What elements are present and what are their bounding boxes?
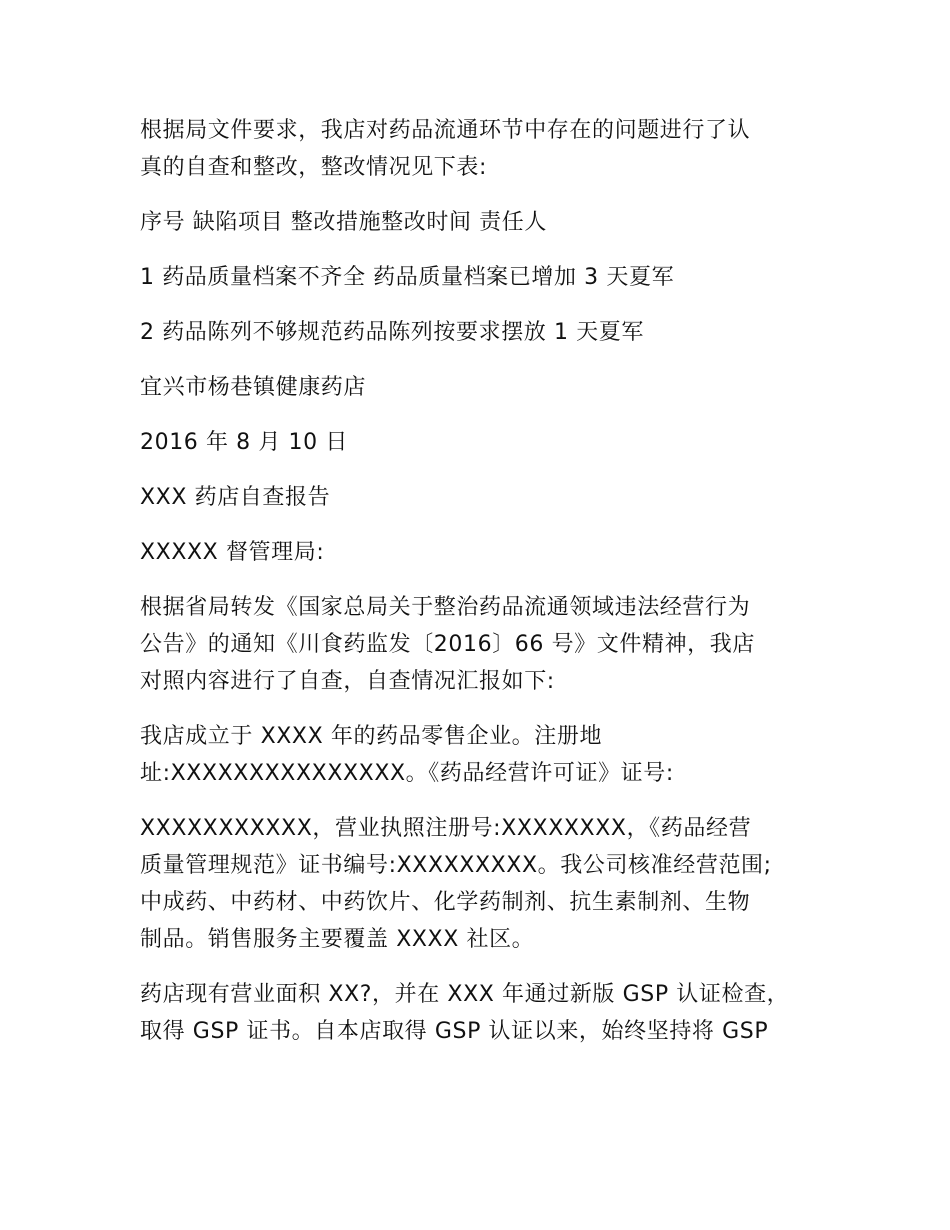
basis-paragraph [140,589,830,700]
text-line: 制品。销售服务主要覆盖 XXXX 社区。 [140,927,535,952]
text-line: 真的自查和整改，整改情况见下表: [140,155,488,180]
text-line: 宜兴市杨巷镇健康药店 [140,375,367,400]
text-line: 1 药品质量档案不齐全 药品质量档案已增加 3 天夏军 [140,265,675,290]
table-header-line [140,204,830,241]
text-line: XXX 药店自查报告 [140,485,331,510]
text-line: 2016 年 8 月 10 日 [140,430,348,455]
table-row-1 [140,259,830,296]
establishment-paragraph [140,718,830,792]
text-line: 根据局文件要求，我店对药品流通环节中存在的问题进行了认 [140,118,751,143]
text-line: 根据省局转发《国家总局关于整治药品流通领域违法经营行为 [140,595,751,620]
text-line: 中成药、中药材、中药饮片、化学药制剂、抗生素制剂、生物 [140,890,751,915]
signature-store-name [140,369,830,406]
text-line: 对照内容进行了自查，自查情况汇报如下: [140,669,555,694]
signature-date [140,424,830,461]
text-line: 我店成立于 XXXX 年的药品零售企业。注册地 [140,724,603,749]
text-line: 公告》的通知《川食药监发〔2016〕66 号》文件精神，我店 [140,632,755,657]
text-line: 址:XXXXXXXXXXXXXXX。《药品经营许可证》证号: [140,761,674,786]
salutation [140,534,830,571]
license-paragraph [140,810,830,958]
table-row-2 [140,314,830,351]
text-line: 取得 GSP 证书。自本店取得 GSP 认证以来，始终坚持将 GSP [140,1019,769,1044]
text-line: 序号 缺陷项目 整改措施整改时间 责任人 [140,210,547,235]
document-body [140,112,830,1068]
text-line: 药店现有营业面积 XX?，并在 XXX 年通过新版 GSP 认证检查， [140,982,790,1007]
text-line: 2 药品陈列不够规范药品陈列按要求摆放 1 天夏军 [140,320,644,345]
text-line: 质量管理规范》证书编号:XXXXXXXXX。我公司核准经营范围; [140,853,772,878]
text-line: XXXXXXXXXXX，营业执照注册号:XXXXXXXX，《药品经营 [140,816,752,841]
intro-paragraph [140,112,830,186]
report-title [140,479,830,516]
text-line: XXXXX 督管理局: [140,540,325,565]
gsp-paragraph [140,976,830,1050]
